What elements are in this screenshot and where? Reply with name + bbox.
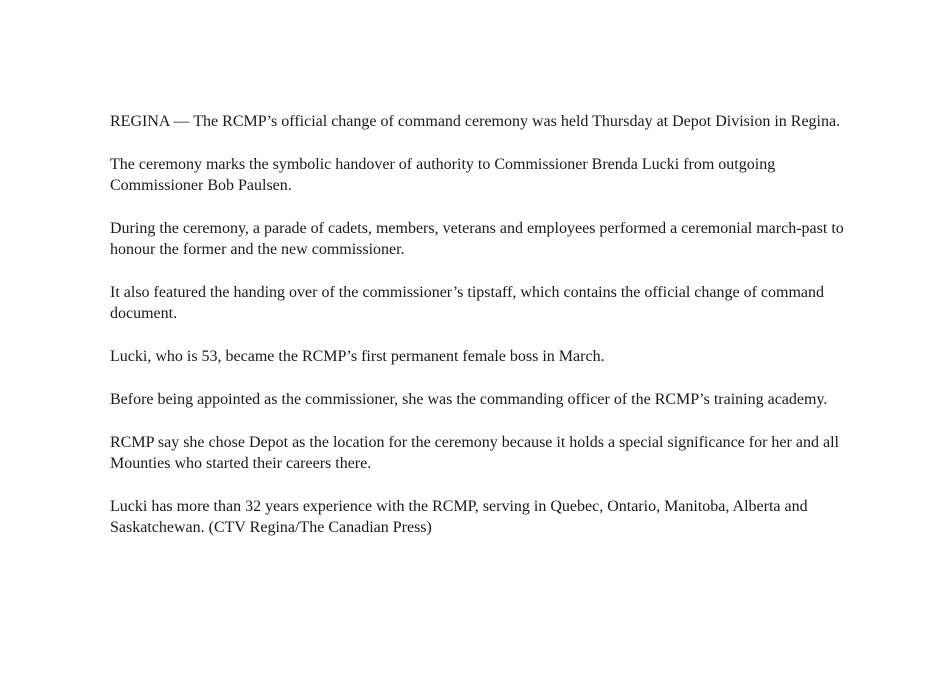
paragraph-tipstaff: It also featured the handing over of the commissioner’s tipstaff, which contains the official change of command document. bbox=[110, 284, 825, 322]
paragraph-depot-location: RCMP say she chose Depot as the location for the ceremony because it holds a special significance for her and all Mounties who started their careers there. bbox=[110, 434, 839, 472]
paragraph-parade: During the ceremony, a parade of cadets, members, veterans and employees performed a ceremonial march-past to honour the former and the new commissioner. bbox=[110, 220, 844, 258]
article-body bbox=[110, 111, 850, 538]
paragraph-first-female: Lucki, who is 53, became the RCMP’s first permanent female boss in March. bbox=[110, 348, 605, 365]
paragraph-experience: Lucki has more than 32 years experience with the RCMP, serving in Quebec, Ontario, Manitoba, Alberta and Saskatchewan. (CTV Regina/The Canadian Press) bbox=[110, 498, 808, 536]
paragraph-dateline: REGINA — The RCMP’s official change of command ceremony was held Thursday at Depot Division in Regina. bbox=[110, 113, 841, 130]
paragraph-training-academy: Before being appointed as the commissioner, she was the commanding officer of the RCMP’s training academy. bbox=[110, 391, 828, 408]
paragraph-handover: The ceremony marks the symbolic handover of authority to Commissioner Brenda Lucki from outgoing Commissioner Bob Paulsen. bbox=[110, 156, 776, 194]
